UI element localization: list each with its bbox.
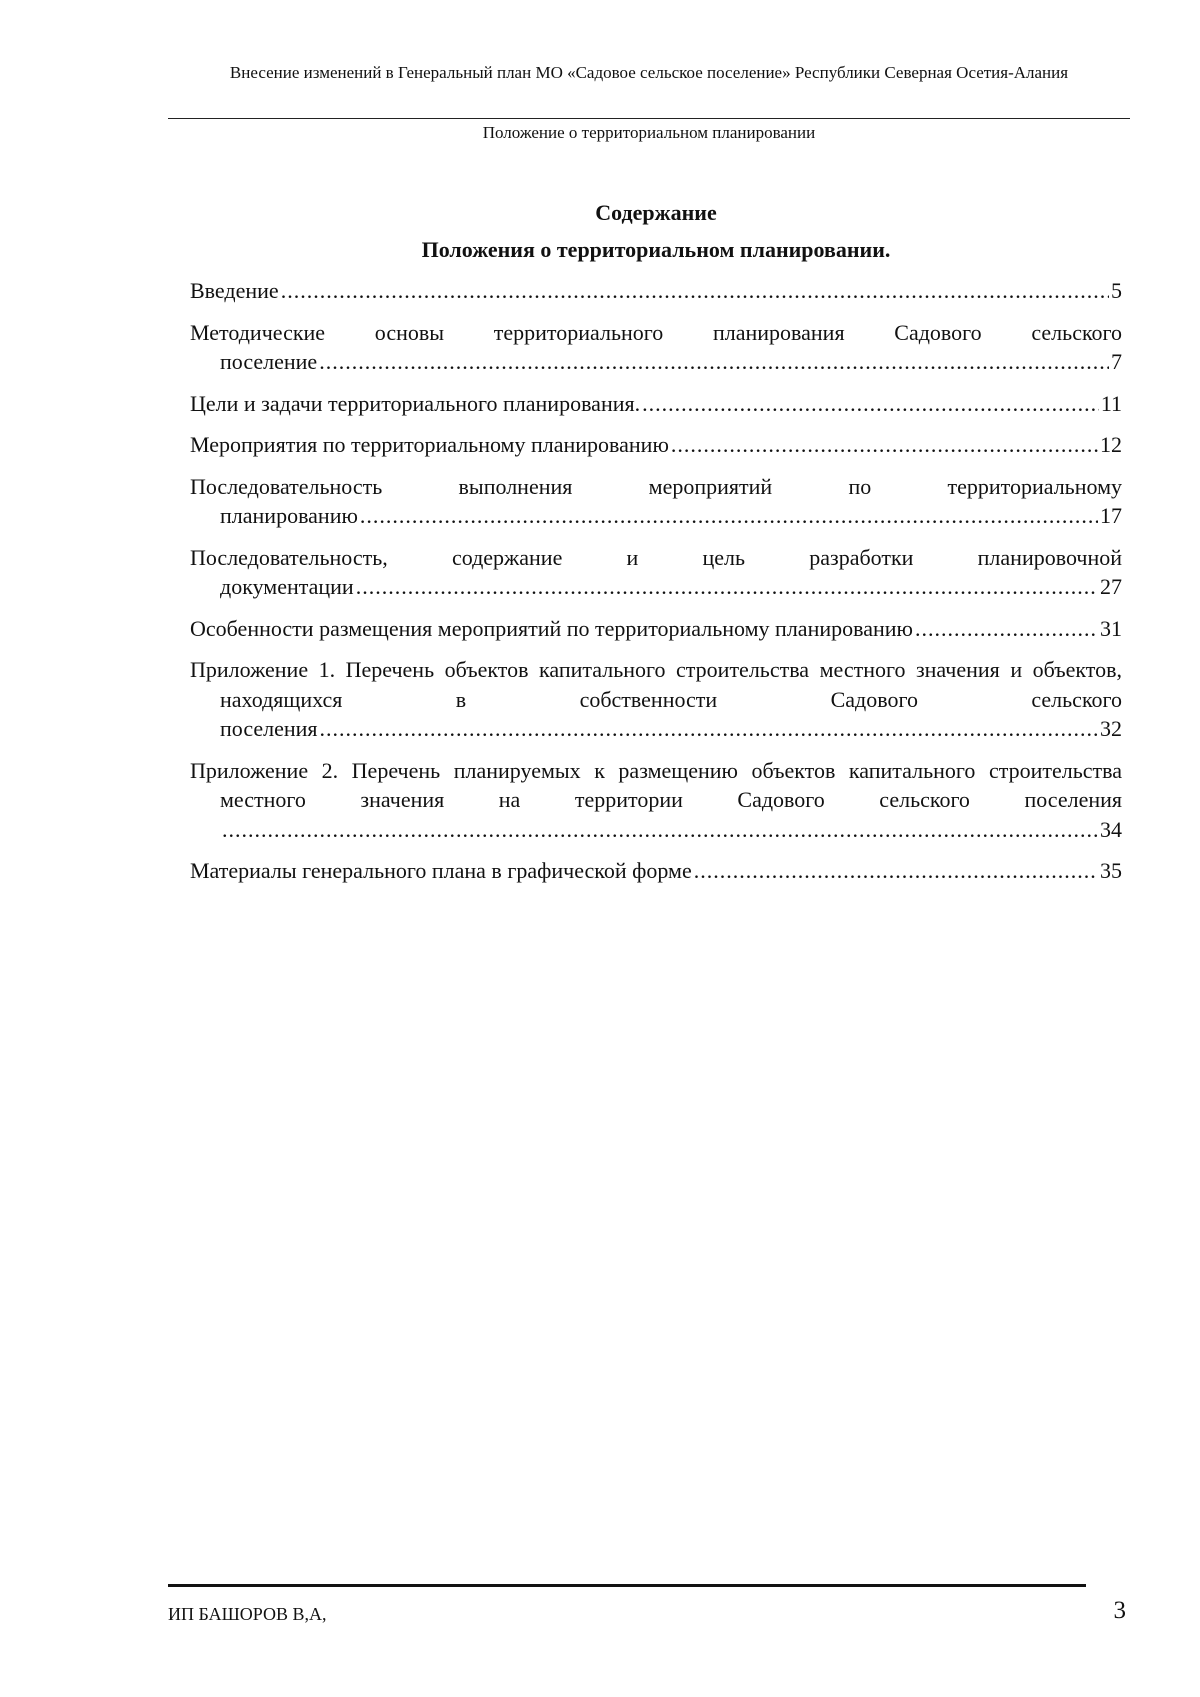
toc-entry-page: 31 bbox=[1100, 615, 1122, 641]
toc-entry-page: 12 bbox=[1100, 432, 1122, 457]
toc-entry-text: планированию bbox=[220, 503, 358, 528]
toc-leader-dots bbox=[319, 347, 1109, 377]
toc-entry[interactable] bbox=[190, 472, 1122, 531]
toc-entry-page: 7 bbox=[1111, 349, 1122, 374]
page-number: 3 bbox=[1113, 1597, 1126, 1624]
toc-entry-text: поселения bbox=[220, 716, 318, 741]
toc-entry-page: 32 bbox=[1100, 716, 1122, 741]
toc-entry-text: Мероприятия по территориальному планированию bbox=[190, 432, 669, 457]
toc-entry-text: Материалы генерального плана в графической форме bbox=[190, 858, 692, 883]
footer-author: ИП БАШОРОВ В,А, bbox=[168, 1604, 327, 1624]
toc-subtitle: Положения о территориальном планировании. bbox=[421, 237, 891, 262]
toc-entry[interactable] bbox=[190, 389, 1122, 419]
toc-entry-page: 17 bbox=[1100, 503, 1122, 528]
toc-entry[interactable] bbox=[190, 318, 1122, 377]
toc-entry-text: Последовательность выполнения мероприятий по территориальному bbox=[190, 473, 1122, 499]
toc-entry-page: 11 bbox=[1100, 390, 1122, 416]
toc-entry[interactable] bbox=[190, 543, 1122, 602]
toc-entry-text: поселение bbox=[220, 349, 318, 374]
toc-entry-page: 27 bbox=[1100, 574, 1122, 599]
toc-entry-text: Введение bbox=[190, 278, 279, 303]
toc-leader-dots bbox=[320, 714, 1098, 744]
toc-leader-dots bbox=[281, 276, 1109, 306]
toc-entry-text: документации bbox=[220, 574, 354, 599]
toc-title: Содержание bbox=[595, 200, 717, 225]
header-divider bbox=[168, 118, 1130, 119]
toc-leader-dots bbox=[360, 501, 1098, 531]
toc-entry-text: Приложение 2. Перечень планируемых к размещению объектов капитального строительства местного значения на территории Садового сельского поселения bbox=[190, 757, 1122, 812]
running-header: Внесение изменений в Генеральный план МО «Садовое сельское поселение» Республики Северная Осетия-Алания bbox=[229, 63, 1069, 82]
toc-entry-page: 5 bbox=[1111, 278, 1122, 303]
toc-leader-dots bbox=[642, 389, 1099, 419]
toc-entry[interactable] bbox=[190, 856, 1122, 886]
running-header-subtitle: Положение о территориальном планировании bbox=[482, 123, 816, 142]
toc-entry-text: Цели и задачи территориального планирования. bbox=[190, 390, 641, 416]
toc-leader-dots bbox=[356, 572, 1098, 602]
toc-entry[interactable] bbox=[190, 430, 1122, 460]
toc-leader-dots bbox=[222, 815, 1098, 845]
toc-entry[interactable] bbox=[190, 756, 1122, 845]
toc-leader-dots bbox=[671, 430, 1098, 460]
toc-entry-page: 35 bbox=[1100, 858, 1122, 883]
toc-entry[interactable] bbox=[190, 276, 1122, 306]
toc-leader-dots bbox=[915, 614, 1098, 644]
toc-entry[interactable] bbox=[190, 614, 1122, 644]
toc-entry-page: 34 bbox=[1100, 816, 1122, 842]
toc-entry-text: Методические основы территориального планирования Садового сельского bbox=[190, 319, 1122, 345]
toc-entry-text: Приложение 1. Перечень объектов капитального строительства местного значения и объектов, находящихся в собственности Садового сельского bbox=[190, 657, 1122, 712]
toc-entry[interactable] bbox=[190, 655, 1122, 744]
footer-divider bbox=[168, 1584, 1086, 1587]
table-of-contents bbox=[190, 276, 1122, 898]
toc-entry-text: Особенности размещения мероприятий по территориальному планированию bbox=[190, 615, 913, 641]
toc-entry-text: Последовательность, содержание и цель разработки планировочной bbox=[190, 544, 1122, 570]
toc-leader-dots bbox=[694, 856, 1098, 886]
